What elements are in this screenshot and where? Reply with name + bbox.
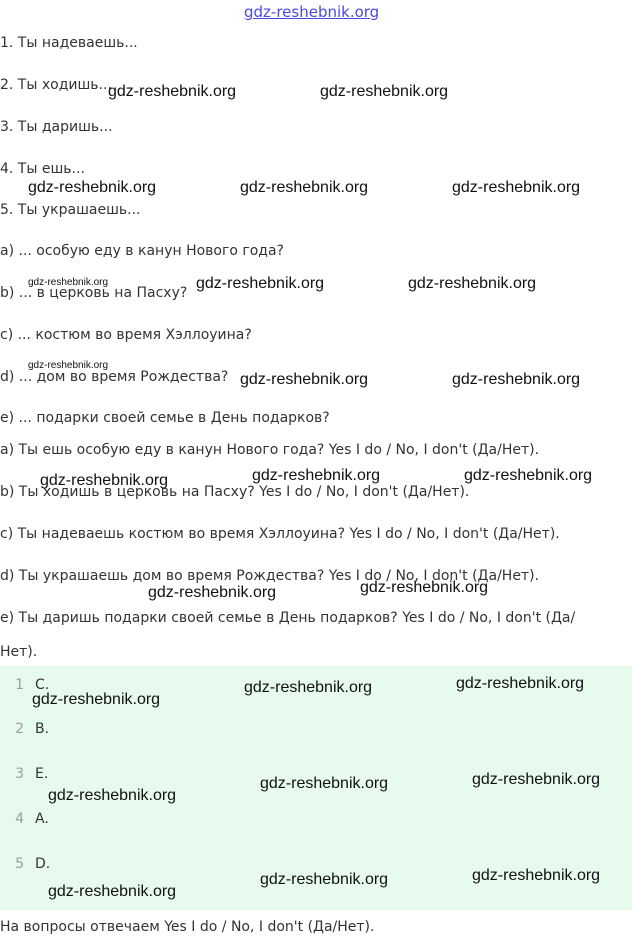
answer-number: 5 [15, 856, 24, 872]
watermark: gdz-reshebnik.org [452, 179, 581, 196]
line-1: 1. Ты надеваешь... [0, 35, 138, 51]
line-a: а) ... особую еду в канун Нового года? [0, 243, 284, 259]
watermark: gdz-reshebnik.org [320, 83, 449, 100]
site-link[interactable]: gdz-reshebnik.org [244, 3, 380, 21]
line-e: e) ... подарки своей семье в День подарков? [0, 410, 330, 426]
watermark: gdz-reshebnik.org [148, 584, 277, 601]
watermark: gdz-reshebnik.org [240, 179, 369, 196]
answer-letter: A. [35, 811, 49, 827]
line-3: 3. Ты даришь... [0, 119, 113, 135]
line-4: 4. Ты ешь... [0, 161, 85, 177]
footer-note: На вопросы отвечаем Yes I do / No, I don't (Да/Нет). [0, 919, 375, 935]
line-c: c) ... костюм во время Хэллоуина? [0, 327, 252, 343]
watermark: gdz-reshebnik.org [456, 675, 585, 692]
answer-number: 4 [15, 811, 24, 827]
line-5: 5. Ты украшаешь... [0, 202, 141, 218]
answer-line-b: b) Ты ходишь в церковь на Пасху? Yes I do / No, I don't (Да/Нет). [0, 484, 470, 500]
watermark: gdz-reshebnik.org [472, 867, 601, 884]
watermark: gdz-reshebnik.org [28, 360, 109, 371]
answer-item [0, 855, 50, 873]
watermark: gdz-reshebnik.org [252, 467, 381, 484]
answer-letter: D. [35, 856, 51, 872]
answer-number: 1 [15, 677, 24, 693]
answer-item [0, 810, 49, 828]
watermark: gdz-reshebnik.org [196, 275, 325, 292]
answer-letter: B. [35, 721, 50, 737]
line-d: d) ... дом во время Рождества? [0, 369, 229, 385]
watermark: gdz-reshebnik.org [48, 883, 177, 900]
watermark: gdz-reshebnik.org [244, 679, 373, 696]
watermark: gdz-reshebnik.org [472, 771, 601, 788]
watermark: gdz-reshebnik.org [452, 371, 581, 388]
answer-line-e: e) Ты даришь подарки своей семье в День подарков? Yes I do / No, I don't (Да/ [0, 610, 576, 626]
answer-line-d: d) Ты украшаешь дом во время Рождества? Yes I do / No, I don't (Да/Нет). [0, 568, 539, 584]
answer-line-e-cont: Нет). [0, 644, 38, 660]
answer-number: 2 [15, 721, 24, 737]
answer-item [0, 720, 49, 738]
watermark: gdz-reshebnik.org [32, 691, 161, 708]
answer-number: 3 [15, 766, 24, 782]
answer-letter: E. [35, 766, 49, 782]
line-b: b) ... в церковь на Пасху? [0, 285, 188, 301]
answer-item [0, 765, 48, 783]
answer-line-a: а) Ты ешь особую еду в канун Нового года? Yes I do / No, I don't (Да/Нет). [0, 442, 540, 458]
watermark: gdz-reshebnik.org [28, 277, 109, 288]
watermark: gdz-reshebnik.org [360, 579, 489, 596]
watermark: gdz-reshebnik.org [28, 179, 157, 196]
watermark: gdz-reshebnik.org [108, 83, 237, 100]
answer-line-c: c) Ты надеваешь костюм во время Хэллоуина? Yes I do / No, I don't (Да/Нет). [0, 526, 560, 542]
watermark: gdz-reshebnik.org [260, 871, 389, 888]
watermark: gdz-reshebnik.org [240, 371, 369, 388]
watermark: gdz-reshebnik.org [48, 787, 177, 804]
watermark: gdz-reshebnik.org [408, 275, 537, 292]
watermark: gdz-reshebnik.org [260, 775, 389, 792]
watermark: gdz-reshebnik.org [464, 467, 593, 484]
answer-letter: C. [35, 677, 50, 693]
line-2: 2. Ты ходишь... [0, 77, 112, 93]
watermark: gdz-reshebnik.org [40, 472, 169, 489]
